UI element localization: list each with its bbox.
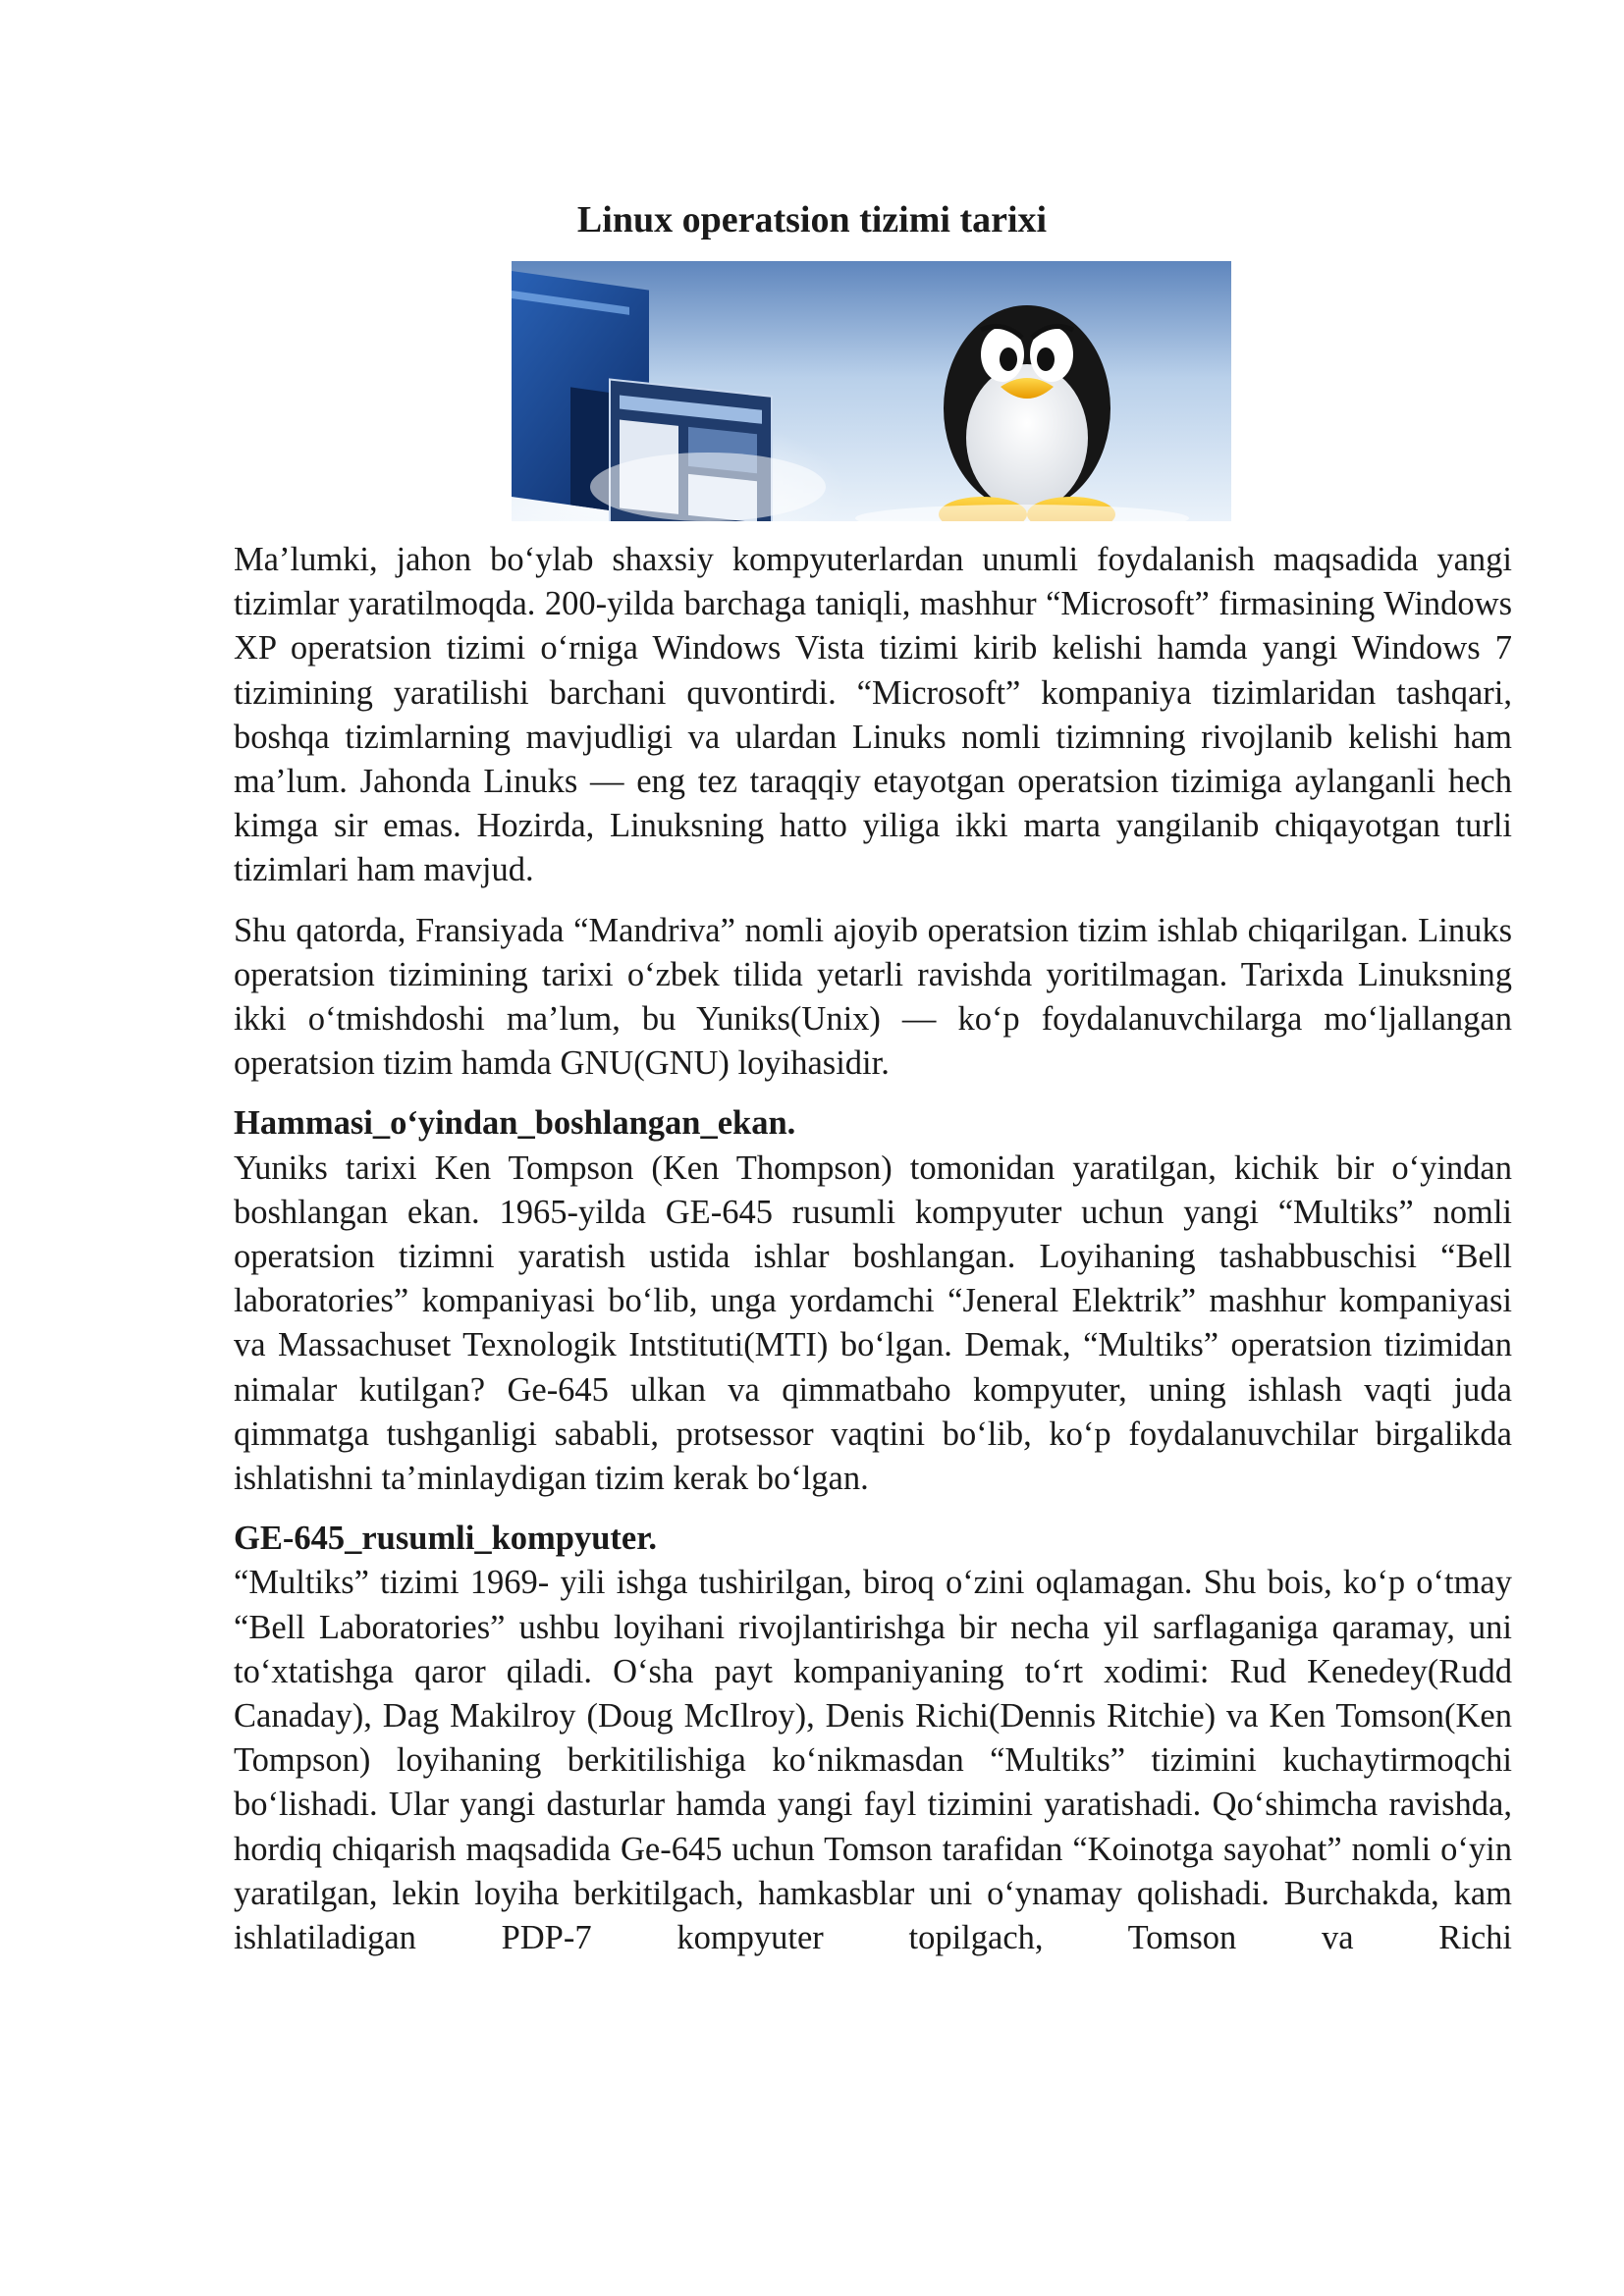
section-paragraph: “Multiks” tizimi 1969- yili ishga tushirilgan, biroq o‘zini oqlamagan. Shu bois, ko‘p o‘tmay “Bell Laboratories” ushbu loyihani rivojlantirishga bir necha yil sarflaganiga qaramay, uni to‘xtatishga qaror qiladi. O‘sha payt kompaniyaning to‘rt xodimi: Rud Kenedey(Rudd Canaday), Dag Makilroy (Doug McIlroy), Denis Richi(Dennis Ritchie) va Ken Tomson(Ken Tompson) loyihaning berkitilishiga ko‘nikmasdan “Multiks” tizimini kuchaytirmoqchi bo‘lishadi. Ular yangi dasturlar hamda yangi fayl tizimini yaratishadi. Qo‘shimcha ravishda, hordiq chiqarish maqsadida Ge-645 uchun Tomson tarafidan “Koinotga sayohat” nomli o‘yin yaratilgan, lekin loyiha berkitilgach, hamkasblar uni o‘ynamay qolishadi. Burchakda, kam ishlatiladigan PDP-7 kompyuter topilgach, Tomson va Richi — [234, 1564, 1512, 1957]
paragraph: Ma’lumki, jahon bo‘ylab shaxsiy kompyuterlardan unumli foydalanish maqsadida yangi tizimlar yaratilmoqda. 200-yilda barchaga taniqli, mashhur “Microsoft” firmasining Windows XP operatsion tizimi o‘rniga Windows Vista tizimi kirib kelishi hamda yangi Windows 7 tizimining yaratilishi barchani quvontirdi. “Microsoft” kompaniya tizimlaridan tashqari, boshqa tizimlarning mavjudligi va ulardan Linuks nomli tizimning rivojlanib kelishi ham ma’lum. Jahonda Linuks — eng tez taraqqiy etayotgan operatsion tizimiga aylanganli hech kimga sir emas. Hozirda, Linuksning hatto yiliga ikki marta yangilanib chiqayotgan turli tizimlari ham mavjud. — [234, 541, 1512, 889]
section-paragraph: Yuniks tarixi Ken Tompson (Ken Thompson) tomonidan yaratilgan, kichik bir o‘yindan boshlangan ekan. 1965-yilda GE-645 rusumli kompyuter uchun yangi “Multiks” nomli operatsion tizimni yaratish ustida ishlar boshlangan. Loyihaning tashabbuschisi “Bell laboratories” kompaniyasi bo‘lib, unga yordamchi “Jeneral Elektrik” mashhur kompaniyasi va Massachuset Texnologik Intstituti(MTI) bo‘lgan. Demak, “Multiks” operatsion tizimidan nimalar kutilgan? Ge-645 ulkan va qimmatbaho kompyuter, uning ishlash vaqti juda qimmatga tushganligi sababli, protsessor vaqtini bo‘lib, ko‘p foydalanuvchilar birgalikda ishlatishni ta’minlaydigan tizim kerak bo‘lgan. — [234, 1148, 1512, 1498]
section-heading: Hammasi_o‘yindan_boshlangan_ekan. — [234, 1104, 796, 1143]
section-heading: GE-645_rusumli_kompyuter. — [234, 1520, 657, 1558]
document-title: Linux operatsion tizimi tarixi — [576, 199, 1048, 240]
linux-penguin-illustration — [512, 261, 1231, 521]
document-body — [234, 538, 1512, 1976]
linux-penguin-icon — [512, 261, 1231, 521]
paragraph: Shu qatorda, Fransiyada “Mandriva” nomli ajoyib operatsion tizim ishlab chiqarilgan. Linuks operatsion tizimining tarixi o‘zbek tilida yetarli ravishda yoritilmagan. Tarixda Linuksning ikki o‘tmishdoshi ma’lum, bu Yuniks(Unix) — ko‘p foydalanuvchilarga mo‘ljallangan operatsion tizim hamda GNU(GNU) loyihasidir. — [234, 911, 1512, 1083]
